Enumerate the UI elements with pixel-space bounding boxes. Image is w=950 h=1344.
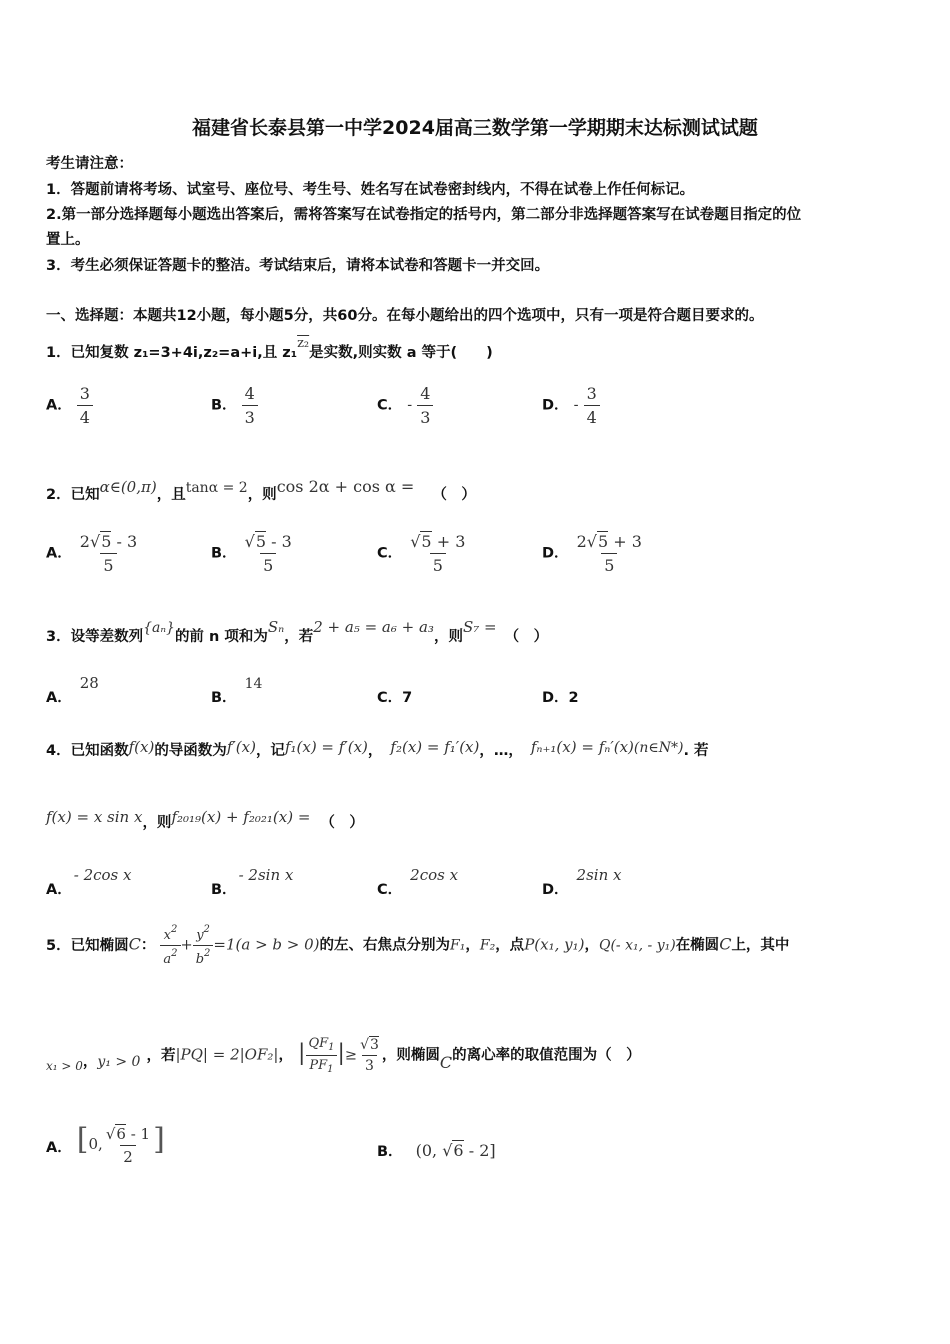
q1-option-d-den: 4	[584, 405, 600, 427]
q3-math-s7: S₇ =	[462, 618, 497, 636]
q1-option-c-label: C．	[377, 397, 403, 414]
q5-math-q: Q(- x₁, - y₁)	[598, 937, 676, 954]
q2-b-radicand: 5	[255, 532, 267, 551]
q4-math-f: f(x)	[128, 738, 155, 756]
q5-math-c-2: C	[719, 934, 732, 954]
question-4-stem-2	[46, 806, 364, 831]
q4-math-f2: f₂(x) = f₁′(x)	[390, 738, 480, 756]
q5-frac-qf-pf: $\frac{QF_1}{PF_1}$	[305, 1036, 337, 1075]
q2-b-den: 5	[260, 553, 276, 575]
q2-a-den: 5	[100, 553, 116, 575]
question-2-stem	[46, 476, 476, 503]
q4-text-7: ，则	[142, 815, 172, 831]
q2-a-tail: - 3	[111, 532, 138, 551]
q2-math-domain: α∈(0,π)	[99, 478, 157, 496]
q5-a-open-bracket: [	[76, 1122, 89, 1157]
q3-option-d[interactable]	[542, 686, 579, 707]
q2-d-den: 5	[601, 553, 617, 575]
q5-math-eq-tail: =1(a > b > 0)	[213, 935, 320, 954]
q3-math-sn: Sₙ	[267, 618, 285, 636]
q5-text-8: 上，其中	[731, 937, 790, 954]
q2-math-tan: tanα = 2	[185, 480, 248, 496]
q5-math-y1: y₁ > 0	[97, 1053, 141, 1070]
q4-option-a-label: A．	[46, 882, 72, 898]
q1-option-a-label: A．	[46, 397, 72, 414]
q3-option-a-value: 28	[79, 674, 99, 692]
q5-math-p: P(x₁, y₁)	[524, 935, 585, 954]
notice-item-3: 3．考生必须保证答题卡的整洁。考试结束后，请将本试卷和答题卡一并交回。	[46, 258, 550, 274]
q4-text-5: ，…，	[479, 743, 523, 759]
q3-option-a-label: A．	[46, 690, 72, 706]
q5-text-7: 在椭圆	[675, 937, 720, 954]
q4-text-1: 4．已知函数	[46, 743, 129, 759]
q5-text-11: ，	[278, 1047, 293, 1064]
q4-text-3: ，记	[255, 743, 285, 759]
q5-text-5: ，点	[495, 937, 525, 954]
q3-text-1: 3．设等差数列	[46, 629, 144, 645]
q4-math-f1: f₁(x) = f′(x)	[284, 738, 368, 756]
q2-a-radicand: 5	[101, 532, 112, 551]
q5-text-10: ，若	[146, 1047, 176, 1064]
q5-frac-sqrt3: $\frac{√3}{3}$	[360, 1037, 379, 1074]
q4-option-a-value: - 2cos x	[73, 866, 132, 884]
q3-text-5: （ ）	[504, 629, 549, 645]
q3-option-c-label: C．	[377, 690, 403, 706]
q4-option-c[interactable]	[377, 864, 459, 898]
q5-text-12: ，则椭圆	[381, 1047, 440, 1064]
q3-option-a[interactable]	[46, 672, 99, 706]
q5-math-f1: F₁	[450, 937, 466, 954]
q5-text-9: ，	[82, 1053, 98, 1070]
q4-text-4: ，	[367, 743, 383, 759]
q1-option-a-den: 4	[77, 405, 93, 427]
q2-option-a[interactable]: A． $\frac{2√5 - 3}{5}$	[46, 532, 138, 575]
q1-option-b-label: B．	[211, 397, 237, 414]
q5-text-13: 的离心率的取值范围为（ ）	[452, 1047, 641, 1064]
notice-item-2-cont: 置上。	[46, 232, 90, 248]
q1-option-b-den: 3	[242, 405, 258, 427]
q2-c-radicand: 5	[421, 532, 432, 551]
q5-option-a-label: A．	[46, 1140, 72, 1156]
q4-option-a[interactable]	[46, 864, 132, 898]
q2-text-1: 2．已知	[46, 487, 100, 503]
q4-text-2: 的导函数为	[154, 743, 227, 759]
q4-math-fprime: f′(x)	[226, 738, 256, 756]
q4-option-c-label: C．	[377, 882, 403, 898]
q2-text-2: ，且	[156, 487, 186, 503]
q2-option-a-label: A．	[46, 545, 72, 562]
q4-option-b[interactable]	[211, 864, 294, 898]
q4-math-fn1: fₙ₊₁(x) = fₙ′(x)	[530, 738, 634, 756]
q3-option-d-label: D．	[542, 690, 569, 706]
q1-conjugate-z2: z₂	[297, 336, 310, 351]
q1-option-d[interactable]	[542, 384, 600, 427]
q5-math-pq: |PQ| = 2|OF₂|	[175, 1045, 279, 1064]
q5-math-c: C	[128, 934, 141, 954]
q4-option-d[interactable]	[542, 864, 622, 898]
q2-d-radicand: 5	[598, 532, 609, 551]
q4-option-b-label: B．	[211, 882, 237, 898]
q3-option-b-label: B．	[211, 690, 237, 706]
question-1-stem	[46, 336, 493, 362]
q3-option-c-value: 7	[402, 690, 413, 706]
q5-option-a[interactable]	[46, 1122, 165, 1166]
q2-option-d[interactable]: D． $\frac{2√5 + 3}{5}$	[542, 532, 642, 575]
q2-option-b-label: B．	[211, 545, 237, 562]
q1-option-c-sign: -	[407, 397, 413, 414]
q4-option-d-value: 2sin x	[576, 866, 622, 884]
q1-option-b-num: 4	[244, 384, 255, 403]
q5-text-3: 的左、右焦点分别为	[319, 937, 451, 954]
q3-text-3: ，若	[284, 629, 314, 645]
question-4-stem	[46, 736, 709, 757]
q5-a-frac: $\frac{√6 - 1}{2}$	[105, 1124, 151, 1166]
q3-option-b-value: 14	[244, 676, 263, 692]
q1-option-d-num: 3	[586, 384, 597, 403]
q1-option-d-label: D．	[542, 397, 569, 414]
q4-math-n: (n∈N*)	[633, 740, 684, 756]
q1-option-d-sign: -	[573, 397, 579, 414]
q2-option-b[interactable]: B． $\frac{√5 - 3}{5}$	[211, 532, 292, 575]
q4-text-8: （ ）	[320, 815, 364, 831]
q3-text-4: ，则	[433, 629, 463, 645]
q4-option-b-value: - 2sin x	[238, 866, 294, 884]
q5-a-close-bracket: ]	[153, 1122, 165, 1157]
q5-text-1: 5．已知椭圆	[46, 937, 129, 954]
q5-math-geq: ≥	[344, 1047, 358, 1064]
question-5-stem: 5．已知椭圆C： $\frac{x^2}{a^2}$ + $\frac{y^2}{b^2}$ =1(a > b > 0)的左、右焦点分别为F₁，F₂，点P(x₁, y₁)，Q(- x₁, - y₁)在椭圆C上，其中	[46, 924, 790, 967]
q5-math-c-3: C	[439, 1052, 453, 1072]
q4-text-6: . 若	[683, 743, 709, 759]
q3-math-condition: 2 + a₅ = a₆ + a₃	[313, 618, 434, 636]
q5-text-6: ，	[584, 937, 599, 954]
q4-math-target: f₂₀₁₉(x) + f₂₀₂₁(x) =	[171, 808, 311, 826]
q2-option-c-label: C．	[377, 545, 403, 562]
q4-option-c-value: 2cos x	[410, 866, 459, 884]
q5-text-2: ：	[140, 937, 156, 954]
q5-option-b-label: B．	[377, 1144, 403, 1160]
q5-frac-y: $\frac{y^2}{b^2}$	[193, 924, 214, 967]
q5-math-x1: x₁ > 0	[46, 1058, 83, 1073]
q1-stem-part-a: 1．已知复数 z₁=3+4i,z₂=a+i,且 z₁	[46, 345, 298, 361]
q2-d-tail: + 3	[608, 532, 642, 551]
q2-c-tail: + 3	[431, 532, 466, 551]
q2-d-coef: 2	[576, 532, 587, 551]
q4-math-given: f(x) = x sin x	[46, 808, 143, 826]
q1-option-c-den: 3	[417, 405, 433, 427]
page-title: 福建省长泰县第一中学2024届高三数学第一学期期末达标测试试题	[192, 117, 758, 139]
q5-a-zero: 0,	[88, 1135, 103, 1153]
q2-text-3: ，则	[247, 487, 277, 503]
q1-stem-part-b: 是实数,则实数 a 等于( )	[309, 345, 493, 361]
q3-option-d-value: 2	[568, 690, 579, 706]
q1-option-a-num: 3	[79, 384, 90, 403]
q2-text-4: （ ）	[432, 487, 476, 503]
q4-option-d-label: D．	[542, 882, 569, 898]
q1-option-a[interactable]	[46, 384, 93, 427]
q2-a-coef: 2	[79, 532, 90, 551]
q1-option-c[interactable]	[377, 384, 433, 427]
notice-item-1: 1．答题前请将考场、试室号、座位号、考生号、姓名写在试卷密封线内，不得在试卷上作任何标记。	[46, 182, 695, 198]
q1-option-c-num: 4	[420, 384, 431, 403]
q5-text-4: ，	[465, 937, 480, 954]
q2-b-tail: - 3	[266, 532, 292, 551]
q3-math-seq: {aₙ}	[143, 620, 175, 636]
q1-option-b[interactable]	[211, 384, 258, 427]
q5-option-b[interactable]	[377, 1140, 496, 1161]
q3-option-c[interactable]	[377, 686, 412, 707]
q5-option-b-value-display: (0, √6 - 2]	[415, 1141, 496, 1160]
section-heading: 一、选择题：本题共12小题，每小题5分，共60分。在每小题给出的四个选项中，只有一项是符合题目要求的。	[46, 308, 764, 324]
q5-math-f2: F₂	[479, 937, 496, 954]
question-5-stem-2: $_{x_1 > 0}$，y₁ > 0 ，若|PQ| = 2|OF₂|， | $\frac{QF_1}{PF_1}$ |≥ $\frac{√3}{3}$ ，则椭圆C的离心率的取值范围为（ ）	[46, 1036, 641, 1075]
question-3-stem	[46, 616, 549, 645]
q3-option-b[interactable]	[211, 672, 263, 706]
notice-heading: 考生请注意：	[46, 156, 133, 172]
q2-option-c[interactable]: C． $\frac{√5 + 3}{5}$	[377, 532, 466, 575]
q2-math-target: cos 2α + cos α =	[276, 477, 415, 496]
q3-text-2: 的前 n 项和为	[174, 629, 268, 645]
q2-c-den: 5	[430, 553, 446, 575]
q5-frac-x: $\frac{x^2}{a^2}$	[160, 924, 180, 967]
notice-item-2: 2.第一部分选择题每小题选出答案后，需将答案写在试卷指定的括号内，第二部分非选择题答案写在试卷题目指定的位	[46, 207, 802, 223]
q2-option-d-label: D．	[542, 545, 569, 562]
